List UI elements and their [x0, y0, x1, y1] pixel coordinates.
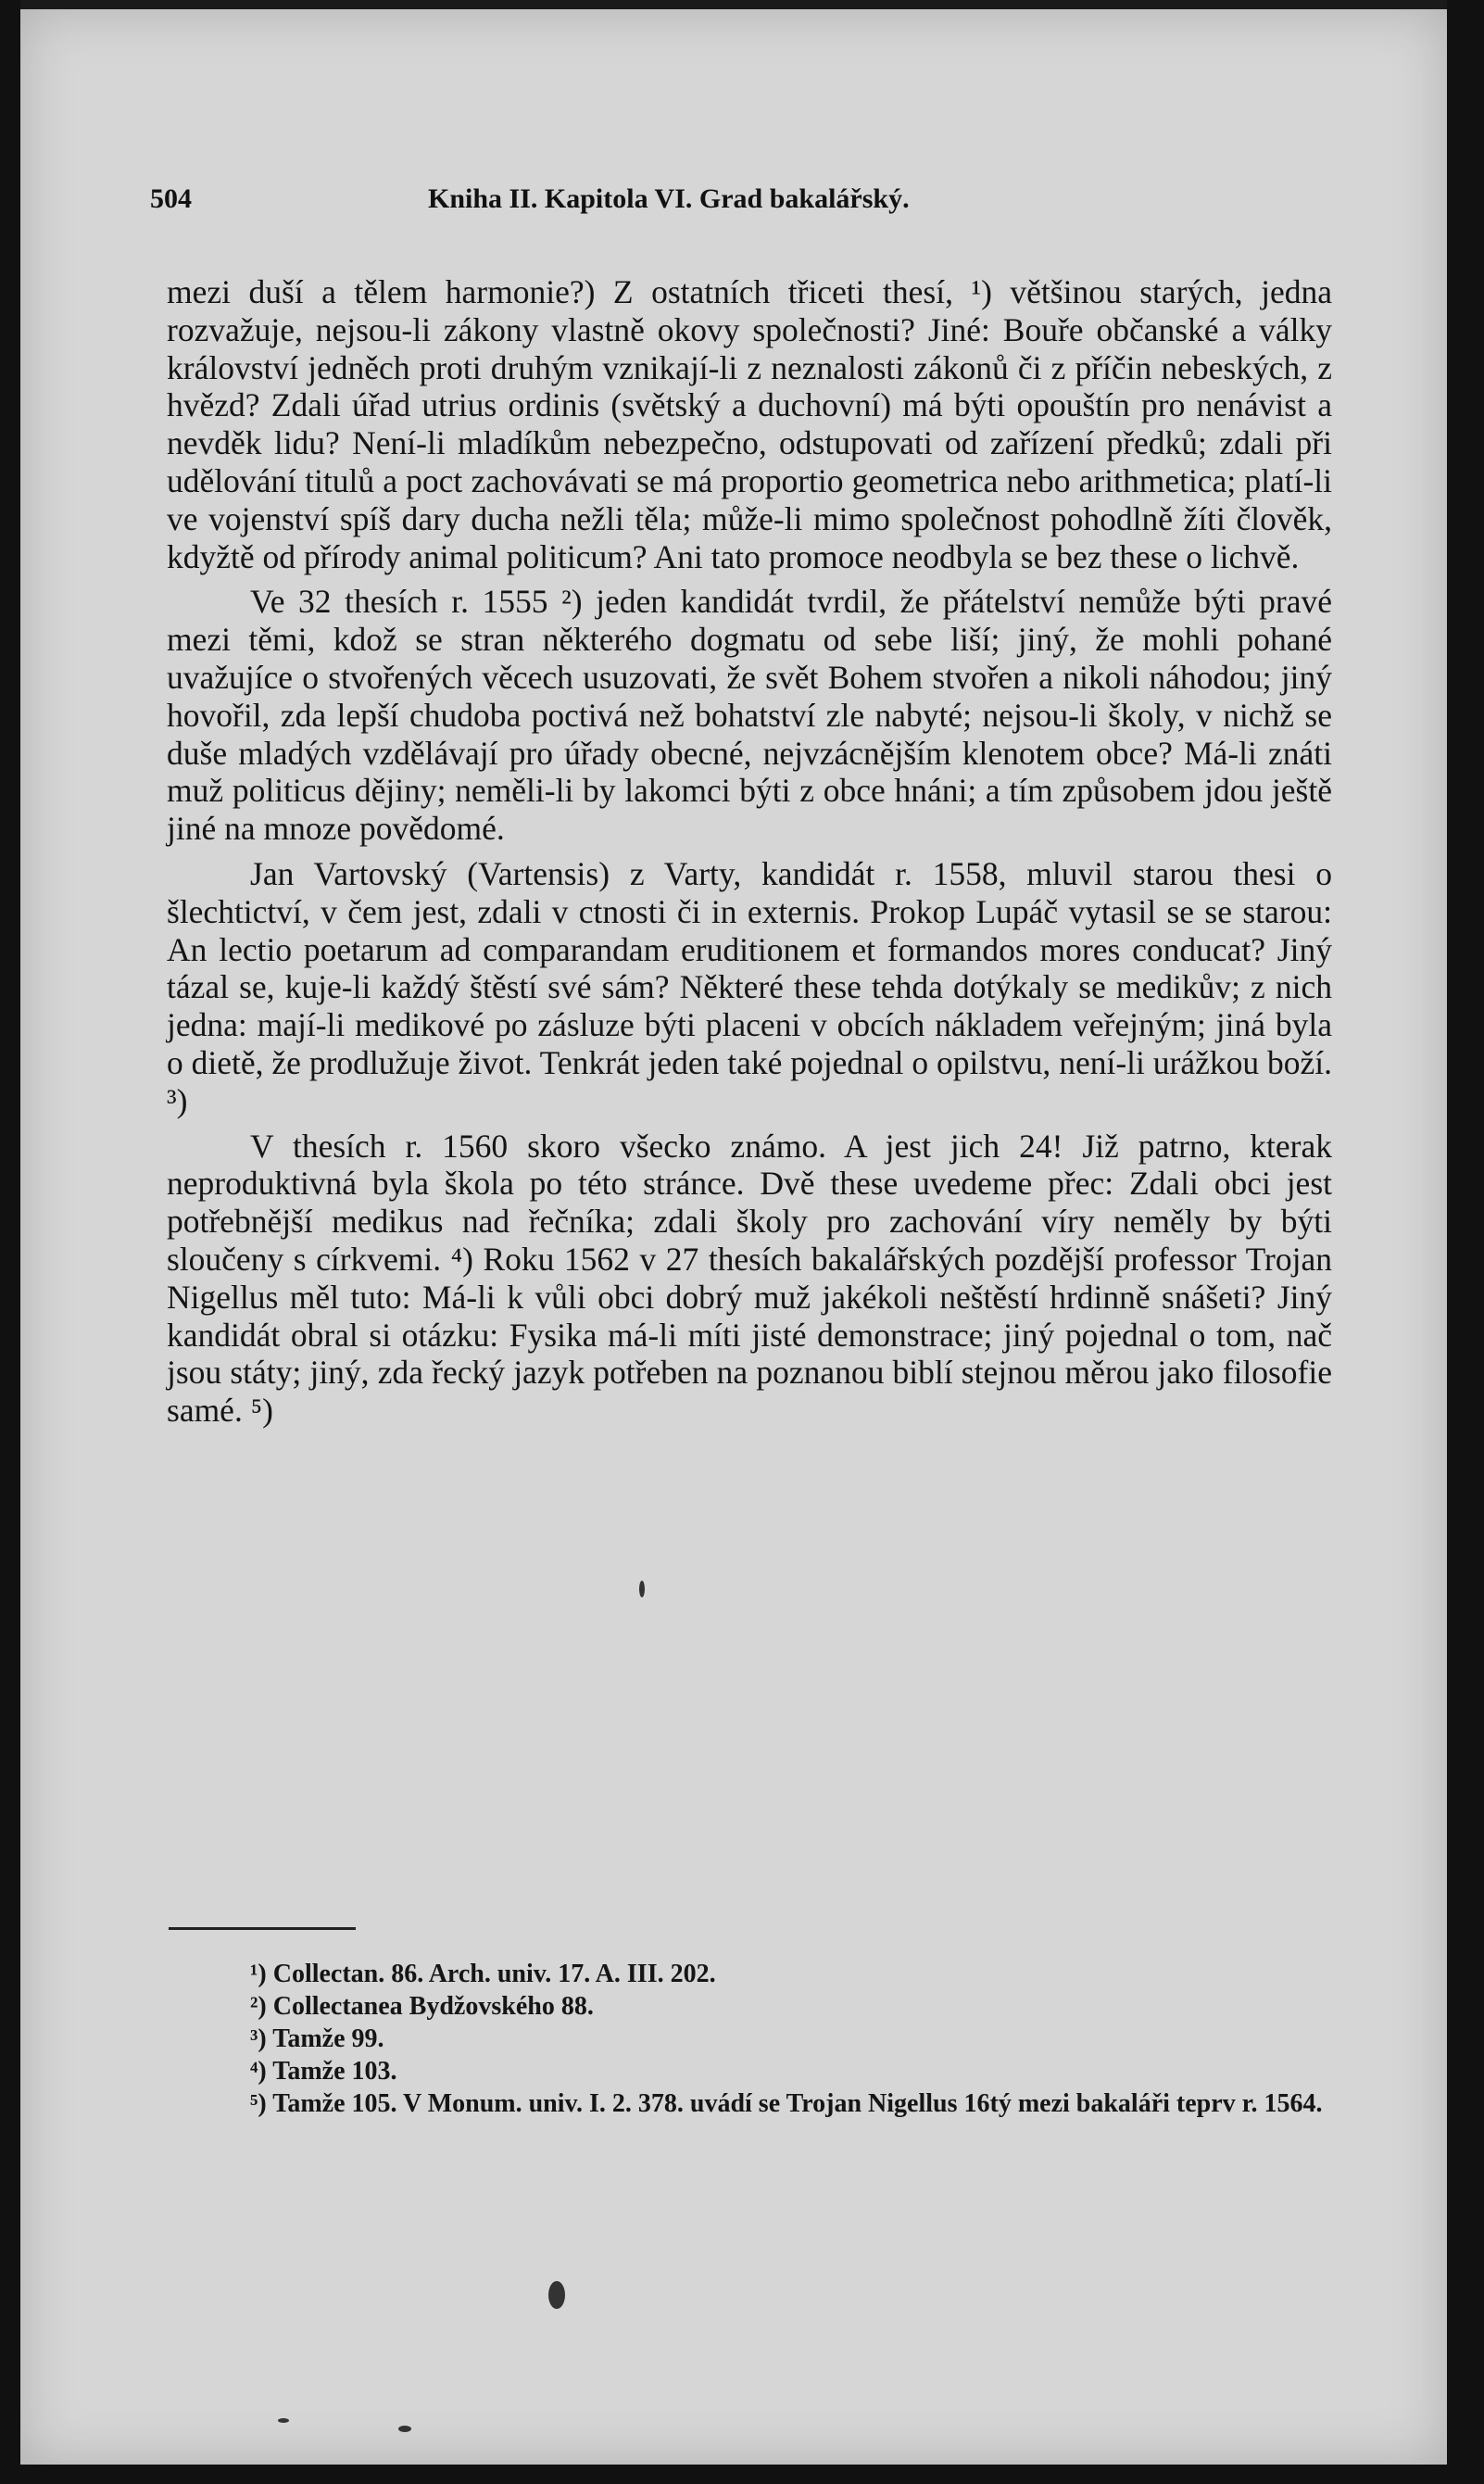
- page-number: 504: [150, 183, 192, 214]
- scan-right-edge: [1447, 0, 1484, 2484]
- footnote: ²) Collectanea Bydžovského 88.: [250, 1992, 594, 2021]
- ink-speck: [639, 1581, 645, 1597]
- footnote-divider: [169, 1927, 356, 1930]
- paragraph: V thesích r. 1560 skoro všecko známo. A jest jich 24! Již patrno, kterak neproduktivná byla škola po této stránce. Dvě these uvedeme přec: Zdali obci jest potřebnější medikus nad řečníka; zdali školy pro zachování víry neměly by býti sloučeny s církvemi. ⁴) Roku 1562 v 27 thesích bakalářských pozdější professor Trojan Nigellus měl tuto: Má-li k vůli obci dobrý muž jakékoli neštěstí hrdinně snášeti? Jiný kandidát obral si otázku: Fysika má-li míti jisté demonstrace; jiný pojednal o tom, nač jsou státy; jiný, zda řecký jazyk potřeben na poznanou biblí stejnou měrou jako filosofie samé. ⁵): [167, 1127, 1332, 1430]
- footnotes: [167, 1958, 1332, 2120]
- footnote: ³) Tamže 99.: [250, 2024, 384, 2053]
- ink-speck: [278, 2418, 289, 2423]
- main-text: [167, 273, 1332, 1437]
- scan-left-edge: [0, 0, 20, 2484]
- ink-speck: [398, 2426, 411, 2432]
- paragraph: mezi duší a tělem harmonie?) Z ostatních třiceti thesí, ¹) většinou starých, jedna rozvažuje, nejsou-li zákony vlastně okovy společnosti? Jiné: Bouře občanské a války království jedněch proti druhým vznikají-li z neznalosti zákonů či z příčin nebeských, z hvězd? Zdali úřad utrius ordinis (světský a duchovní) má býti opouštín pro nenávist a nevděk lidu? Není-li mladíkům nebezpečno, odstupovati od zařízení předků; zdali při udělování titulů a poct zachovávati se má proportio geometrica nebo arithmetica; platí-li ve vojenství spíš dary ducha nežli těla; může-li mimo společnost pohodlně žíti člověk, kdyžtě od přírody animal politicum? Ani tato promoce neodbyla se bez these o lichvě.: [167, 273, 1332, 575]
- footnote: ¹) Collectan. 86. Arch. univ. 17. A. III. 202.: [250, 1960, 716, 1988]
- scan-bottom-edge: [0, 2465, 1484, 2484]
- footnote: ⁴) Tamže 103.: [250, 2057, 397, 2086]
- paragraph: Jan Vartovský (Vartensis) z Varty, kandidát r. 1558, mluvil starou thesi o šlechtictví, v čem jest, zdali v ctnosti či in externis. Prokop Lupáč vytasil se se starou: An lectio poetarum ad comparandam eruditionem et formandos mores conducat? Jiný tázal se, kuje-li každý štěstí své sám? Některé these tehda dotýkaly se medikův; z nich jedna: mají-li medikové po zásluze býti placeni v obcích nákladem veřejným; jiná byla o dietě, že prodlužuje život. Tenkrát jeden také pojednal o opilstvu, není-li urážkou boží. ³): [167, 854, 1332, 1119]
- footnote: ⁵) Tamže 105. V Monum. univ. I. 2. 378. uvádí se Trojan Nigellus 16tý mezi bakaláři teprv r. 1564.: [250, 2089, 1323, 2118]
- running-title: Kniha II. Kapitola VI. Grad bakalářský.: [428, 183, 910, 214]
- ink-speck: [548, 2281, 565, 2309]
- paragraph: Ve 32 thesích r. 1555 ²) jeden kandidát tvrdil, že přátelství nemůže býti pravé mezi těmi, kdož se stran některého dogmatu od sebe liší; jiný, že mohli pohané uvažujíce o stvořených věcech usuzovati, že svět Bohem stvořen a nikoli náhodou; jiný hovořil, zda lepší chudoba poctivá než bohatství zle nabyté; nejsou-li školy, v nichž se duše mladých vzdělávají pro úřady obecné, nejvzácnějším klenotem obce? Má-li znáti muž politicus dějiny; neměli-li by lakomci býti z obce hnáni; a tím způsobem jdou ještě jiné na mnoze povědomé.: [167, 583, 1332, 848]
